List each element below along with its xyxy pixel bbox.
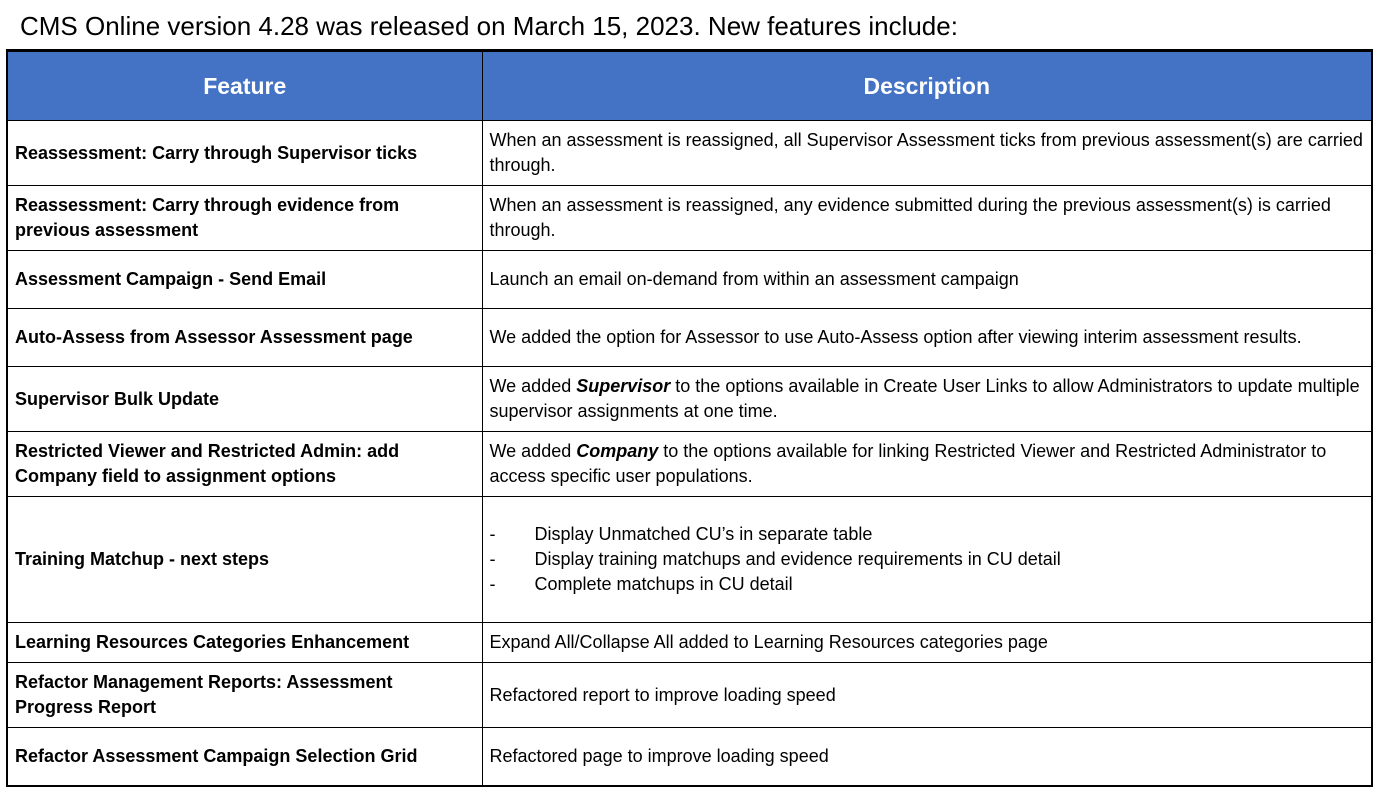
dash-marker: - [489,549,496,569]
table-row [7,497,1372,623]
bullet-list [490,522,1365,597]
description-cell: Refactored report to improve loading speed [482,663,1372,728]
list-item: - Complete matchups in CU detail [490,572,1365,597]
dash-marker: - [489,524,496,544]
table-row [7,623,1372,663]
description-cell: We added Supervisor to the options available in Create User Links to allow Administrators to update multiple supervisor assignments at one time. [482,367,1372,432]
description-cell: We added Company to the options available for linking Restricted Viewer and Restricted Administrator to access specific user populations. [482,432,1372,497]
description-cell: Refactored page to improve loading speed [482,728,1372,786]
table-row [7,251,1372,309]
description-cell: We added the option for Assessor to use Auto-Assess option after viewing interim assessment results. [482,309,1372,367]
description-cell: Expand All/Collapse All added to Learning Resources categories page [482,623,1372,663]
description-cell [482,497,1372,623]
feature-cell: Training Matchup - next steps [7,497,482,623]
description-cell: When an assessment is reassigned, any evidence submitted during the previous assessment(s) is carried through. [482,186,1372,251]
supervisor-emphasis: Supervisor [576,376,671,396]
list-item: - Display Unmatched CU’s in separate table [490,522,1365,547]
description-column-header: Description [482,51,1372,121]
feature-cell: Refactor Assessment Campaign Selection Grid [7,728,482,786]
table-header-row [7,51,1372,121]
list-item: - Display training matchups and evidence requirements in CU detail [490,547,1365,572]
company-emphasis: Company [576,441,659,461]
features-table [6,49,1373,787]
description-cell: When an assessment is reassigned, all Supervisor Assessment ticks from previous assessment(s) are carried through. [482,121,1372,186]
feature-column-header: Feature [7,51,482,121]
release-intro: CMS Online version 4.28 was released on March 15, 2023. New features include: [20,11,958,41]
table-row [7,121,1372,186]
feature-cell: Supervisor Bulk Update [7,367,482,432]
feature-cell: Auto-Assess from Assessor Assessment page [7,309,482,367]
table-row [7,432,1372,497]
feature-cell: Reassessment: Carry through Supervisor ticks [7,121,482,186]
table-row [7,728,1372,786]
feature-cell: Learning Resources Categories Enhancement [7,623,482,663]
table-row [7,367,1372,432]
feature-cell: Reassessment: Carry through evidence from previous assessment [7,186,482,251]
feature-cell: Restricted Viewer and Restricted Admin: add Company field to assignment options [7,432,482,497]
table-row [7,186,1372,251]
description-cell: Launch an email on-demand from within an assessment campaign [482,251,1372,309]
dash-marker: - [489,574,496,594]
table-row [7,309,1372,367]
feature-cell: Refactor Management Reports: Assessment Progress Report [7,663,482,728]
feature-cell: Assessment Campaign - Send Email [7,251,482,309]
table-row [7,663,1372,728]
